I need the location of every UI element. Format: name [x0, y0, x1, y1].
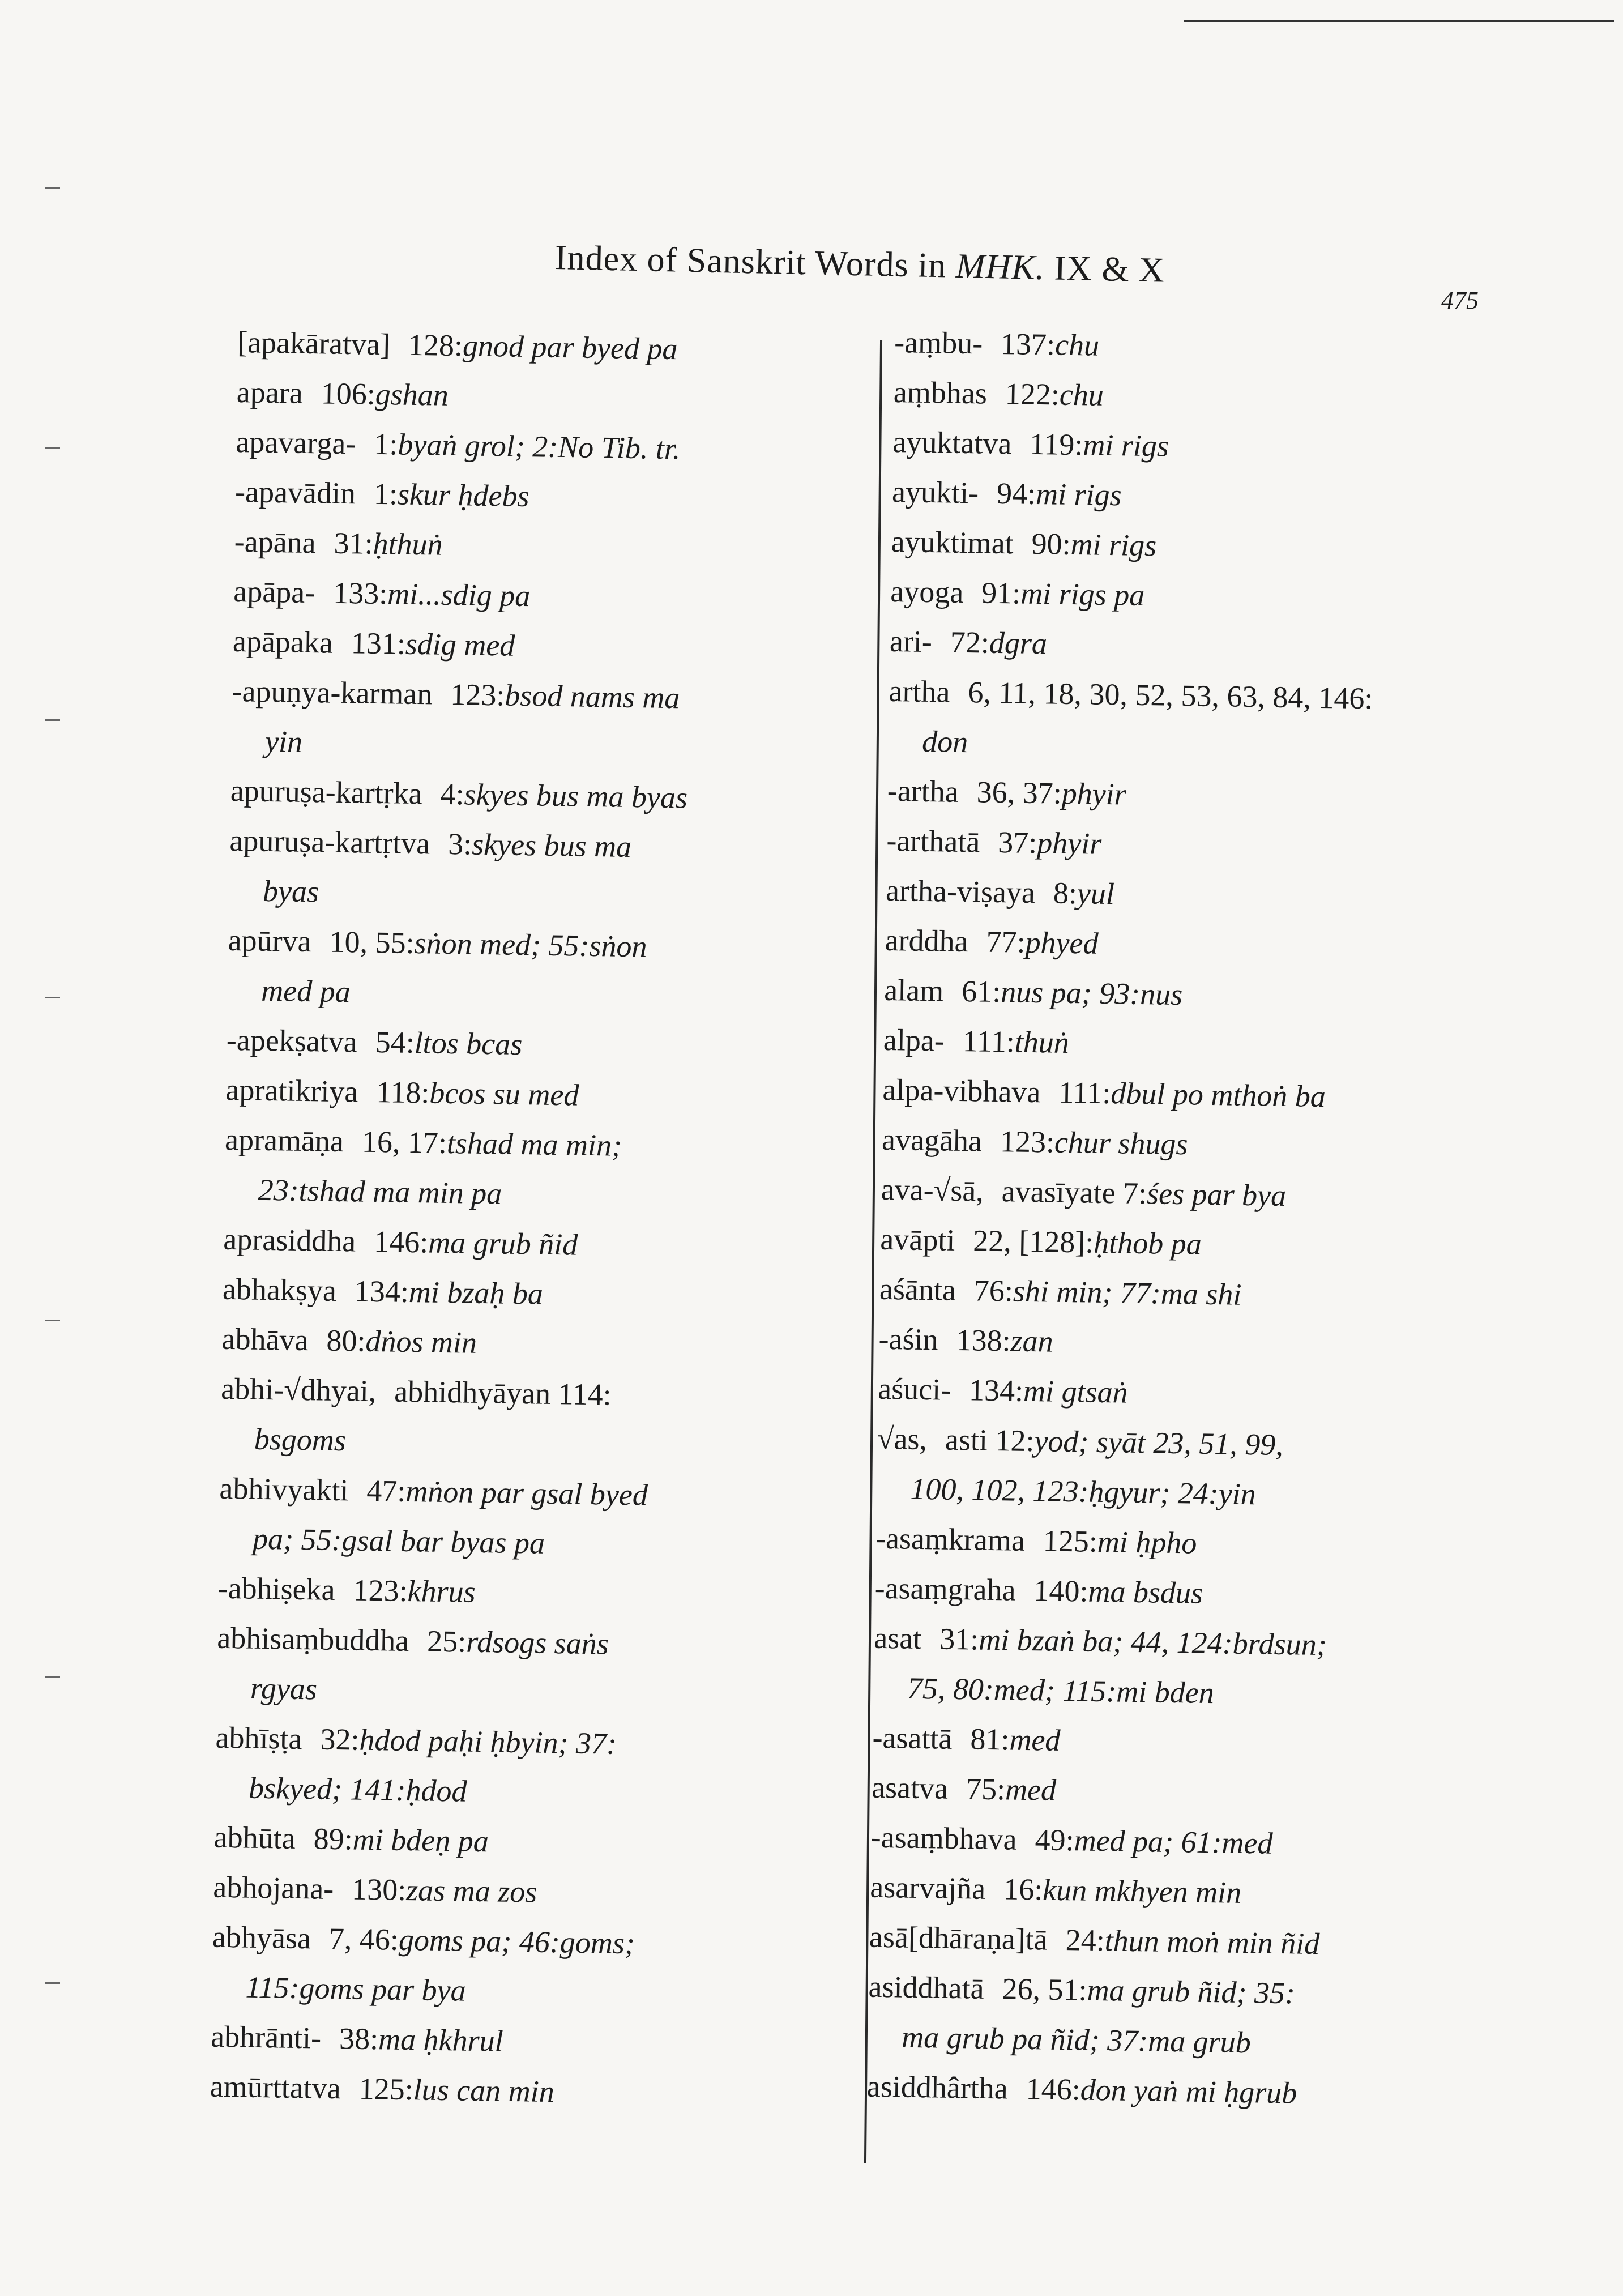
entry-continuation: pa; 55:gsal bar byas pa [252, 1521, 545, 1560]
tibetan-equivalent: med pa [1074, 1823, 1164, 1859]
verse-reference: 4: [440, 776, 465, 812]
sanskrit-word: ayuktimat [891, 524, 1014, 561]
margin-mark [45, 1676, 60, 1678]
tibetan-equivalent: ḥthuṅ [373, 526, 443, 562]
tibetan-equivalent: skur ḥdebs [397, 477, 529, 514]
tibetan-equivalent: med [1009, 1722, 1061, 1757]
index-entry [234, 467, 858, 526]
tibetan-equivalent: mi rigs [1082, 428, 1169, 463]
sanskrit-word: artha-viṣaya [885, 873, 1036, 910]
sanskrit-word: aṃbhas [893, 374, 988, 411]
sanskrit-word: [apakāratva] [237, 325, 391, 362]
tibetan-equivalent: mi bzaḥ ba [408, 1274, 544, 1311]
sanskrit-word: -abhiṣeka [217, 1571, 336, 1607]
verse-reference: 38: [339, 2021, 379, 2056]
verse-reference: 6, 11, 18, 30, 52, 53, 63, 84, 146: [968, 675, 1373, 716]
tibetan-equivalent: ḥthob pa [1093, 1225, 1202, 1261]
tibetan-equivalent: rdsogs saṅs [465, 1624, 609, 1661]
sanskrit-word: -apavādin [234, 474, 356, 511]
sanskrit-word: apuruṣa-kartṛka [230, 773, 423, 811]
tibetan-equivalent: dgra [989, 625, 1048, 661]
tibetan-equivalent: lus can min [413, 2072, 555, 2109]
tibetan-equivalent: skyes bus ma byas [464, 777, 688, 815]
additional-references: ; [611, 1128, 622, 1163]
sanskrit-word: ayukti- [891, 474, 979, 510]
entry-continuation: rgyas [250, 1671, 318, 1706]
margin-mark [45, 447, 60, 449]
index-entry [218, 1463, 843, 1573]
entry-continuation: 23:tshad ma min pa [258, 1172, 502, 1211]
additional-references: ; 35: [1236, 1975, 1296, 2011]
sanskrit-word: apuruṣa-kartṛtva [229, 823, 430, 861]
tibetan-equivalent: gshan [375, 377, 449, 412]
index-entry [220, 1364, 844, 1473]
verse-reference: 134: [968, 1373, 1024, 1408]
sanskrit-word: ayuktatva [892, 424, 1012, 461]
verse-reference: 90: [1031, 526, 1071, 561]
tibetan-equivalent: skyes bus ma [471, 827, 632, 864]
verse-reference: 138: [956, 1322, 1011, 1358]
verse-reference: 49: [1035, 1823, 1075, 1858]
tibetan-equivalent: nus pa [1000, 975, 1082, 1010]
tibetan-equivalent: dbul po mthoṅ ba [1110, 1076, 1326, 1114]
verse-reference: 80: [326, 1323, 366, 1358]
index-entry [210, 2062, 833, 2121]
verse-reference: 1: [373, 476, 398, 511]
verse-reference: 10, 55: [329, 924, 415, 961]
verse-reference: 76: [973, 1273, 1014, 1308]
index-entry [237, 317, 861, 377]
verse-reference: 111: [1058, 1075, 1111, 1111]
sanskrit-word: -aṃbu- [894, 325, 983, 361]
sanskrit-word: abhisaṃbuddha [216, 1620, 409, 1658]
verse-reference: 77: [986, 924, 1026, 959]
tibetan-equivalent: bsod nams ma [504, 678, 680, 715]
index-entry [227, 915, 852, 1025]
entry-continuation: 75, 80:med; 115:mi bden [907, 1671, 1215, 1710]
verse-reference: 1: [373, 426, 398, 462]
sanskrit-word: abhojana- [212, 1870, 334, 1906]
sanskrit-word: ava-√sā, [881, 1172, 984, 1208]
index-entry [868, 1962, 1537, 2072]
tibetan-equivalent: phyed [1025, 925, 1099, 961]
verse-reference: avasīyate 7: [1001, 1174, 1147, 1211]
verse-reference: 22, [128]: [972, 1223, 1094, 1260]
tibetan-equivalent: mi ḥpho [1097, 1524, 1197, 1560]
sanskrit-word: aśuci- [877, 1371, 951, 1407]
verse-reference: 131: [351, 626, 406, 661]
verse-reference: 54: [375, 1025, 415, 1060]
index-entry [234, 517, 857, 576]
verse-reference: 134: [354, 1274, 409, 1309]
index-entry [213, 1862, 836, 1922]
verse-reference: 94: [996, 476, 1036, 511]
entry-continuation: 115:goms par bya [245, 1970, 467, 2008]
index-entry [221, 1314, 845, 1373]
tibetan-equivalent: ma grub ñid [1087, 1973, 1237, 2009]
sanskrit-word: asiddhatā [868, 1969, 985, 2005]
verse-reference: 146: [1026, 2072, 1081, 2107]
tibetan-equivalent: mi bzaṅ ba [978, 1622, 1113, 1659]
entry-continuation: yin [264, 724, 303, 759]
sanskrit-word: aśānta [879, 1271, 956, 1307]
index-entry [224, 1115, 848, 1224]
sanskrit-word: asarvajña [869, 1870, 986, 1906]
tibetan-equivalent: ma bsdus [1088, 1574, 1203, 1610]
verse-reference: 128: [408, 327, 463, 363]
margin-mark [45, 719, 60, 721]
index-entry [225, 1065, 849, 1124]
tibetan-equivalent: tshad ma min [446, 1125, 612, 1163]
additional-references: ; 46:goms; [501, 1924, 635, 1961]
additional-references: ; 55:sṅon [530, 928, 648, 964]
index-entry [236, 417, 859, 476]
margin-mark [45, 997, 60, 998]
additional-references: ; 44, 124:brdsun; [1112, 1624, 1327, 1662]
index-entry [216, 1613, 840, 1722]
verse-reference: 16: [1003, 1872, 1043, 1907]
verse-reference: 16, 17: [361, 1124, 447, 1160]
tibetan-equivalent: zan [1010, 1324, 1054, 1359]
index-entry [230, 766, 853, 825]
sanskrit-word: √as, [877, 1421, 928, 1457]
sanskrit-word: ari- [889, 624, 933, 659]
sanskrit-word: abhyāsa [212, 1919, 311, 1956]
tibetan-equivalent: mi gtsaṅ [1023, 1373, 1129, 1410]
verse-reference: 37: [997, 825, 1037, 860]
sanskrit-word: asat [873, 1620, 922, 1656]
page-header [554, 238, 1165, 291]
verse-reference: 140: [1033, 1573, 1089, 1608]
additional-references: ; 2:No Tib. tr. [514, 429, 681, 466]
tibetan-equivalent: med [1005, 1772, 1057, 1807]
tibetan-equivalent: ma grub ñid [428, 1225, 578, 1262]
verse-reference: 36, 37: [976, 775, 1062, 810]
index-entry [232, 616, 856, 676]
sanskrit-word: amūrttatva [210, 2069, 341, 2106]
sanskrit-word: apavarga- [236, 424, 356, 461]
tibetan-equivalent: phyir [1036, 826, 1102, 861]
verse-reference: abhidhyāyan 114: [394, 1374, 612, 1412]
verse-reference: 31: [334, 526, 374, 561]
verse-reference: 130: [351, 1872, 407, 1907]
sanskrit-word: avāpti [879, 1222, 955, 1257]
verse-reference: asti 12: [945, 1422, 1035, 1458]
additional-references: ; syāt 23, 51, 99, [1078, 1424, 1284, 1462]
index-entry [228, 816, 853, 925]
margin-mark [45, 187, 60, 189]
verse-reference: 122: [1005, 377, 1060, 412]
index-entry [236, 367, 860, 426]
tibetan-equivalent: shi min [1013, 1274, 1103, 1309]
verse-reference: 123: [353, 1573, 408, 1608]
header-italic: MHK. [955, 246, 1045, 288]
index-entry [217, 1563, 841, 1623]
tibetan-equivalent: byaṅ grol [397, 427, 515, 463]
sanskrit-word: apratikriya [225, 1072, 358, 1109]
verse-reference: 133: [332, 575, 388, 611]
tibetan-equivalent: yul [1077, 876, 1115, 911]
tibetan-equivalent: chu [1059, 377, 1104, 412]
sanskrit-word: apūrva [228, 923, 312, 959]
sanskrit-word: abhakṣya [222, 1271, 337, 1308]
tibetan-equivalent: ltos bcas [414, 1026, 523, 1062]
sanskrit-word: -aśin [878, 1321, 939, 1357]
verse-reference: 26, 51: [1002, 1971, 1088, 2007]
right-index-column [866, 317, 1563, 2122]
index-entry [888, 666, 1558, 776]
verse-reference: 137: [1000, 326, 1056, 362]
verse-reference: 125: [358, 2071, 414, 2107]
verse-reference: 47: [366, 1473, 406, 1508]
sanskrit-word: -asaṃgraha [874, 1571, 1016, 1607]
tibetan-equivalent: thun moṅ min ñid [1104, 1923, 1320, 1961]
verse-reference: 25: [426, 1624, 467, 1659]
sanskrit-word: ayoga [890, 574, 964, 609]
tibetan-equivalent: thuṅ [1014, 1025, 1070, 1060]
tibetan-equivalent: bcos su med [429, 1076, 579, 1112]
entry-continuation: byas [262, 873, 319, 909]
entry-continuation: bskyed; 141:ḥdod [248, 1770, 468, 1808]
additional-references: ; 37: [558, 1726, 617, 1761]
entry-continuation: bsgoms [254, 1422, 347, 1458]
tibetan-equivalent: mi...sdig pa [387, 577, 531, 613]
sanskrit-word: asiddhârtha [866, 2069, 1009, 2106]
additional-references: ; 61:med [1163, 1824, 1274, 1860]
index-entry [873, 1613, 1543, 1723]
sanskrit-word: asā[dhāraṇa]tā [869, 1919, 1048, 1957]
verse-reference: 119: [1029, 426, 1083, 462]
sanskrit-word: apāpa- [233, 574, 315, 610]
margin-mark [45, 1982, 60, 1984]
sanskrit-word: alpa-vibhava [882, 1072, 1041, 1109]
sanskrit-word: arddha [885, 923, 969, 959]
tibetan-equivalent: ma ḥkhrul [378, 2022, 504, 2058]
tibetan-equivalent: mi rigs [1035, 476, 1122, 513]
verse-reference: 32: [320, 1722, 360, 1757]
sanskrit-word: apāpaka [232, 624, 334, 660]
sanskrit-word: -apāna [234, 524, 317, 560]
tibetan-equivalent: mi rigs pa [1020, 576, 1145, 612]
index-entry [215, 1713, 839, 1822]
tibetan-equivalent: don yaṅ mi ḥgrub [1080, 2072, 1297, 2110]
sanskrit-word: abhīṣṭa [215, 1720, 303, 1756]
tibetan-equivalent: ḥdod paḥi ḥbyin [359, 1722, 558, 1760]
sanskrit-word: -artha [887, 773, 959, 809]
index-entry [233, 566, 857, 626]
tibetan-equivalent: sdig med [405, 626, 515, 663]
additional-references: ; 93:nus [1081, 976, 1183, 1012]
sanskrit-word: abhāva [221, 1321, 309, 1358]
sanskrit-word: abhrānti- [210, 2019, 322, 2055]
header-prefix: Index of Sanskrit Words in [554, 238, 956, 285]
entry-continuation: med pa [260, 973, 351, 1009]
tibetan-equivalent: kun mkhyen min [1042, 1872, 1242, 1910]
verse-reference: 24: [1065, 1923, 1105, 1958]
tibetan-equivalent: mi bdeṇ pa [352, 1822, 489, 1859]
sanskrit-word: -apuṇya-karman [232, 673, 433, 711]
tibetan-equivalent: śes par bya [1146, 1176, 1287, 1213]
tibetan-equivalent: mi rigs [1070, 527, 1157, 563]
verse-reference: 106: [321, 376, 376, 411]
sanskrit-word: aprasiddha [223, 1222, 356, 1258]
index-entry [213, 1812, 837, 1872]
tibetan-equivalent: yod [1034, 1424, 1079, 1459]
index-entry [231, 666, 856, 775]
tibetan-equivalent: gnod par byed pa [462, 328, 678, 366]
sanskrit-word: apara [236, 374, 304, 410]
top-rule [1184, 20, 1614, 22]
tibetan-equivalent: mṅon par gsal byed [405, 1474, 648, 1512]
index-entry [222, 1264, 845, 1324]
tibetan-equivalent: khrus [407, 1573, 476, 1609]
additional-references: ; 77:ma shi [1101, 1275, 1242, 1312]
verse-reference: 72: [950, 625, 990, 660]
index-entry [876, 1414, 1546, 1524]
verse-reference: 75: [966, 1772, 1006, 1807]
index-entry [223, 1214, 847, 1274]
sanskrit-word: artha [889, 673, 951, 709]
verse-reference: 89: [313, 1821, 353, 1857]
tibetan-equivalent: chur shugs [1054, 1125, 1189, 1162]
verse-reference: 61: [961, 974, 1001, 1009]
verse-reference: 7, 46: [328, 1921, 399, 1957]
verse-reference: 123: [1000, 1124, 1055, 1159]
tibetan-equivalent: zas ma zos [405, 1873, 537, 1909]
page-number: 475 [1441, 287, 1479, 314]
sanskrit-word: asatva [871, 1770, 949, 1806]
index-entry [211, 2012, 834, 2071]
verse-reference: 118: [375, 1075, 430, 1110]
verse-reference: 3: [447, 826, 472, 861]
sanskrit-word: -asattā [872, 1720, 953, 1756]
verse-reference: 125: [1043, 1523, 1098, 1559]
sanskrit-word: apramāṇa [224, 1122, 344, 1159]
sanskrit-word: alam [883, 972, 944, 1008]
verse-reference: 8: [1053, 876, 1078, 911]
verse-reference: 146: [373, 1224, 429, 1260]
verse-reference: 111: [962, 1024, 1015, 1059]
sanskrit-word: abhūta [213, 1820, 296, 1855]
entry-continuation: ma grub pa ñid; 37:ma grub [901, 2020, 1252, 2060]
tibetan-equivalent: goms pa [398, 1922, 502, 1958]
sanskrit-word: -asaṃkrama [875, 1521, 1026, 1557]
margin-mark [45, 1320, 60, 1321]
header-suffix: IX & X [1044, 249, 1165, 290]
tibetan-equivalent: phyir [1061, 776, 1127, 812]
index-entry [226, 1015, 849, 1074]
verse-reference: 31: [939, 1621, 979, 1657]
sanskrit-word: -arthatā [886, 823, 980, 859]
verse-reference: 123: [450, 677, 505, 712]
index-entry [866, 2062, 1535, 2122]
tibetan-equivalent: sṅon med [414, 926, 531, 962]
sanskrit-word: alpa- [883, 1022, 945, 1058]
verse-reference: 91: [981, 575, 1021, 611]
sanskrit-word: abhivyakti [219, 1471, 349, 1508]
index-entry [211, 1912, 836, 2021]
tibetan-equivalent: dṅos min [365, 1324, 477, 1360]
entry-continuation: 100, 102, 123:ḥgyur; 24:yin [910, 1471, 1257, 1512]
sanskrit-word: avagāha [881, 1122, 983, 1158]
tibetan-equivalent: chu [1054, 327, 1100, 362]
sanskrit-word: -apekṣatva [226, 1022, 358, 1059]
entry-continuation: don [921, 724, 968, 759]
sanskrit-word: -asaṃbhava [870, 1820, 1018, 1857]
verse-reference: 81: [970, 1722, 1010, 1757]
sanskrit-word: abhi-√dhyai, [220, 1371, 377, 1409]
left-index-column [210, 317, 861, 2121]
